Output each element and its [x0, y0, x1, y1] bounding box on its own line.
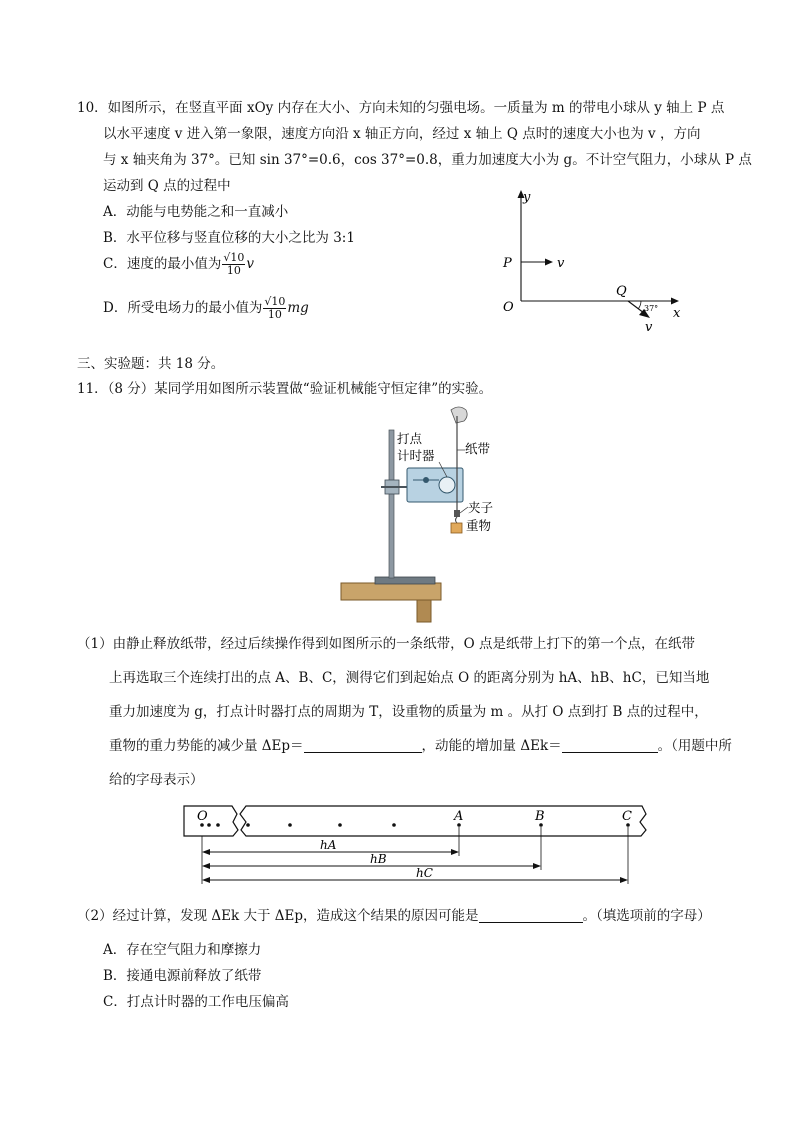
arrow-icon	[202, 863, 210, 869]
point-q-label: Q	[616, 284, 627, 299]
q11-title: 11．（8 分）某同学用如图所示装置做“验证机械能守恒定律”的实验。	[77, 381, 493, 397]
q11-option-a: A．存在空气阻力和摩擦力	[103, 942, 262, 958]
q10-option-c-text: C．速度的最小值为	[103, 256, 222, 272]
point-p-label: P	[503, 256, 512, 271]
tape-clip	[454, 510, 460, 517]
angle-arc	[639, 301, 642, 309]
q10-option-d-unit: mg	[287, 300, 309, 316]
timer-dial	[439, 477, 455, 493]
tape-dot	[392, 823, 396, 827]
weight-block	[451, 523, 462, 533]
tape-dot	[216, 823, 220, 827]
stand-base	[375, 577, 435, 584]
hook	[456, 517, 458, 523]
arrow-icon	[451, 849, 459, 855]
y-axis-label: y	[523, 190, 531, 205]
table-leg	[417, 600, 431, 622]
part2-question: （2）经过计算，发现 ΔEk 大于 ΔEp，造成这个结果的原因可能是	[77, 908, 479, 924]
tape-label: 纸带	[465, 441, 491, 456]
tape-segment-right	[240, 806, 646, 836]
q10-option-a: A．动能与电势能之和一直减小	[103, 204, 289, 220]
timer-label-line2: 计时器	[397, 448, 435, 463]
stand-rod	[389, 430, 394, 578]
sqrt10-over-10-fraction	[222, 252, 245, 277]
kinetic-energy-prompt: ，动能的增加量 ΔEk＝	[421, 738, 562, 754]
q10-option-c	[103, 252, 254, 277]
fraction-numerator: √10	[264, 295, 286, 308]
potential-energy-prompt: 重物的重力势能的减少量 ΔEp＝	[109, 738, 304, 754]
label-hb: hB	[370, 852, 387, 866]
q11-part1-line-4	[109, 737, 732, 755]
tape-dot	[207, 823, 211, 827]
q11-part1-line-1: （1）由静止释放纸带，经过后续操作得到如图所示的一条纸带，O 点是纸带上打下的第一个点，在纸带	[77, 636, 695, 652]
timer-knob	[423, 477, 429, 483]
x-axis-label: x	[673, 306, 681, 321]
q10-line-4: 运动到 Q 点的过程中	[103, 178, 231, 194]
section-3-heading: 三、实验题：共 18 分。	[77, 356, 225, 372]
hand-icon	[451, 407, 467, 423]
part2-answer-blank	[479, 908, 583, 923]
clip-leader-line	[460, 507, 468, 513]
paper-tape-figure	[180, 800, 650, 890]
velocity-q-label: v	[645, 320, 653, 335]
part2-tail: 。（填选项前的字母）	[582, 908, 711, 924]
label-hc: hC	[416, 866, 433, 880]
part1-line4-tail: 。（用题中所	[657, 738, 732, 754]
q11-option-b: B．接通电源前释放了纸带	[103, 968, 262, 984]
arrow-icon	[202, 877, 210, 883]
tape-dot	[246, 823, 250, 827]
label-ha: hA	[320, 838, 337, 852]
fraction-denominator: 10	[267, 308, 282, 321]
potential-energy-blank	[304, 738, 422, 753]
q10-line-2: 以水平速度 v 进入第一象限，速度方向沿 x 轴正方向，经过 x 轴上 Q 点时的速度大小也为 v ，方向	[103, 126, 701, 142]
q10-coordinate-figure	[495, 185, 695, 335]
q11-part1-line-5: 给的字母表示）	[109, 772, 204, 788]
q10-option-b: B．水平位移与竖直位移的大小之比为 3:1	[103, 230, 355, 246]
table-top	[341, 583, 441, 600]
clip-label: 夹子	[468, 500, 494, 515]
tape-dot	[338, 823, 342, 827]
sqrt10-over-10-fraction	[263, 296, 286, 321]
q11-part2	[77, 907, 711, 925]
arrow-icon	[533, 863, 541, 869]
weight-label: 重物	[466, 518, 492, 533]
q10-option-d-text: D．所受电场力的最小值为	[103, 300, 263, 316]
velocity-p-label: v	[557, 256, 565, 271]
apparatus-figure	[335, 400, 515, 625]
velocity-q-vector	[628, 301, 644, 313]
kinetic-energy-blank	[562, 738, 658, 753]
q11-part1-line-2: 上再选取三个连续打出的点 A、B、C，测得它们到起始点 O 的距离分别为 hA、hB、hC，已知当地	[109, 670, 710, 686]
velocity-p-arrow-icon	[545, 259, 553, 266]
q10-option-d	[103, 296, 309, 321]
origin-label: O	[503, 300, 514, 315]
q11-option-c: C．打点计时器的工作电压偏高	[103, 994, 289, 1010]
tape-label-o: O	[197, 809, 208, 824]
tape-label-c: C	[622, 809, 632, 824]
tape-dot	[288, 823, 292, 827]
fraction-numerator: √10	[223, 251, 245, 264]
q11-part1-line-3: 重力加速度为 g，打点计时器打点的周期为 T，设重物的质量为 m 。从打 O 点到打 B 点的过程中，	[109, 704, 708, 720]
tape-label-b: B	[535, 809, 545, 824]
q10-line-1: 10．如图所示，在竖直平面 xOy 内存在大小、方向未知的匀强电场。一质量为 m 的带电小球从 y 轴上 P 点	[77, 100, 725, 116]
tape-label-a: A	[454, 809, 464, 824]
angle-label: 37°	[644, 304, 659, 313]
arrow-icon	[202, 849, 210, 855]
tape-segment-left	[184, 806, 238, 836]
x-axis-arrow-icon	[671, 298, 679, 305]
timer-label-line1: 打点	[397, 431, 423, 446]
q10-line-3: 与 x 轴夹角为 37°。已知 sin 37°=0.6，cos 37°=0.8，重力加速度大小为 g。不计空气阻力，小球从 P 点	[103, 152, 752, 168]
arrow-icon	[620, 877, 628, 883]
q10-option-c-unit: v	[246, 256, 254, 272]
fraction-denominator: 10	[226, 264, 241, 277]
